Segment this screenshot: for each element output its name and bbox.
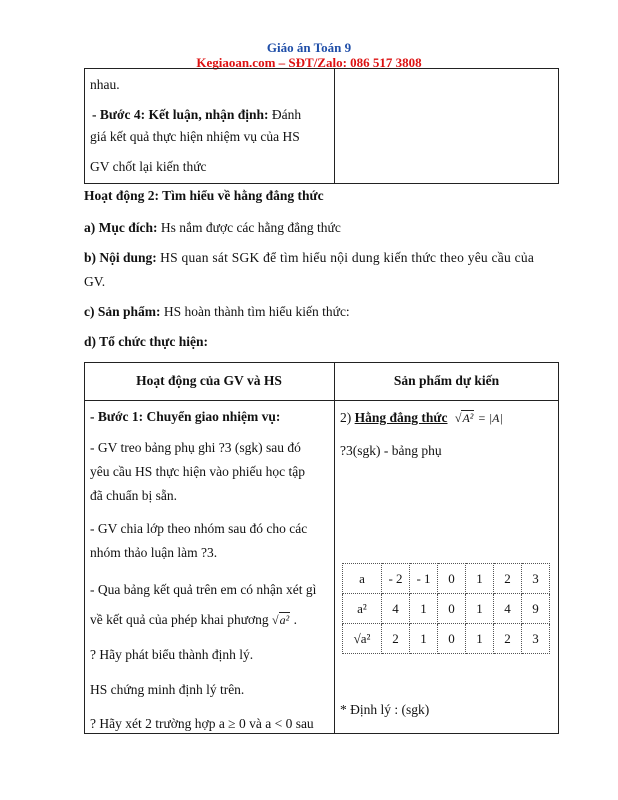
section-number: 2) — [340, 410, 352, 425]
right-note: ?3(sgk) - bảng phụ — [340, 443, 442, 458]
cell-sqrt-4: 2 — [494, 624, 522, 654]
doc-header-contact: Kegiaoan.com – SĐT/Zalo: 086 517 3808 — [196, 55, 422, 70]
content-line — [84, 250, 559, 266]
cell-sqrt-0: 2 — [382, 624, 410, 654]
main-table-divider — [334, 362, 335, 734]
left-p2-l1: - GV chia lớp theo nhóm sau đó cho các — [90, 521, 308, 536]
col1-header: Hoạt động của GV và HS — [136, 373, 282, 388]
cell-a-0: - 2 — [382, 564, 410, 594]
top-line1: nhau. — [90, 77, 120, 92]
cell-a-5: 3 — [522, 564, 550, 594]
top-table-divider — [334, 68, 335, 184]
sqrt-A2-formula: √A² — [454, 411, 474, 425]
row-a — [343, 564, 550, 594]
step4-line — [92, 107, 301, 123]
theorem-line: * Định lý : (sgk) — [340, 702, 430, 717]
cell-a2-0: 4 — [382, 594, 410, 624]
activity-heading: Hoạt động 2: Tìm hiểu về hằng đẳng thức — [84, 188, 324, 203]
content-label: b) Nội dung: — [84, 250, 157, 265]
content-text: HS quan sát SGK để tìm hiểu nội dung kiến thức theo yêu cầu của — [160, 250, 535, 265]
doc-header-title: Giáo án Toán 9 — [266, 40, 352, 55]
left-p3-l2 — [90, 612, 297, 628]
left-p3-text: về kết quả của phép khai phương — [90, 612, 269, 627]
step4-text: Đánh — [271, 107, 302, 122]
cell-a-1: - 1 — [410, 564, 438, 594]
row-sqrt-label: √a² — [343, 624, 382, 654]
left-q2: ? Hãy xét 2 trường hợp a ≥ 0 và a < 0 sau — [90, 716, 314, 731]
top-line3: giá kết quả thực hiện nhiệm vụ của HS — [90, 129, 300, 144]
step1-label: - Bước 1: Chuyển giao nhiệm vụ: — [90, 409, 281, 424]
cell-a2-5: 9 — [522, 594, 550, 624]
left-q1: ? Hãy phát biểu thành định lý. — [90, 647, 254, 662]
purpose-text: Hs nắm được các hằng đẳng thức — [160, 220, 341, 235]
cell-sqrt-5: 3 — [522, 624, 550, 654]
main-table-header-rule — [84, 400, 559, 401]
step4-label: - Bước 4: Kết luận, nhận định: — [92, 107, 269, 122]
section-title-line — [340, 410, 503, 426]
left-p2-l2: nhóm thảo luận làm ?3. — [90, 545, 218, 560]
purpose-line — [84, 220, 341, 236]
cell-a2-2: 0 — [438, 594, 466, 624]
cell-a2-4: 4 — [494, 594, 522, 624]
cell-a-4: 2 — [494, 564, 522, 594]
cell-a-2: 0 — [438, 564, 466, 594]
left-p1-l1: - GV treo bảng phụ ghi ?3 (sgk) sau đó — [90, 440, 301, 455]
product-line — [84, 304, 350, 320]
organize-label: d) Tổ chức thực hiện: — [84, 334, 208, 349]
left-hs: HS chứng minh định lý trên. — [90, 682, 245, 697]
cell-a2-1: 1 — [410, 594, 438, 624]
product-label: c) Sản phẩm: — [84, 304, 161, 319]
row-a-label: a — [343, 564, 382, 594]
row-sqrt — [343, 624, 550, 654]
content-line2: GV. — [84, 274, 106, 289]
cell-sqrt-2: 0 — [438, 624, 466, 654]
left-p3-l1: - Qua bảng kết quả trên em có nhận xét gì — [90, 582, 317, 597]
top-line4: GV chốt lại kiến thức — [90, 159, 207, 174]
left-p1-l2: yêu cầu HS thực hiện vào phiếu học tập — [90, 464, 306, 479]
cell-sqrt-1: 1 — [410, 624, 438, 654]
cell-a-3: 1 — [466, 564, 494, 594]
sqrt-a2-symbol: √a² — [272, 613, 290, 627]
left-p1-l3: đã chuẩn bị sẵn. — [90, 488, 177, 503]
formula-rhs: = |A| — [477, 411, 503, 425]
left-p3-end: . — [293, 612, 297, 627]
purpose-label: a) Mục đích: — [84, 220, 158, 235]
row-a2-label: a² — [343, 594, 382, 624]
row-a2 — [343, 594, 550, 624]
product-text: HS hoàn thành tìm hiểu kiến thức: — [163, 304, 350, 319]
section-title: Hằng đẳng thức — [354, 410, 448, 425]
col2-header: Sản phẩm dự kiến — [393, 373, 500, 388]
value-table — [342, 563, 550, 654]
cell-sqrt-3: 1 — [466, 624, 494, 654]
cell-a2-3: 1 — [466, 594, 494, 624]
